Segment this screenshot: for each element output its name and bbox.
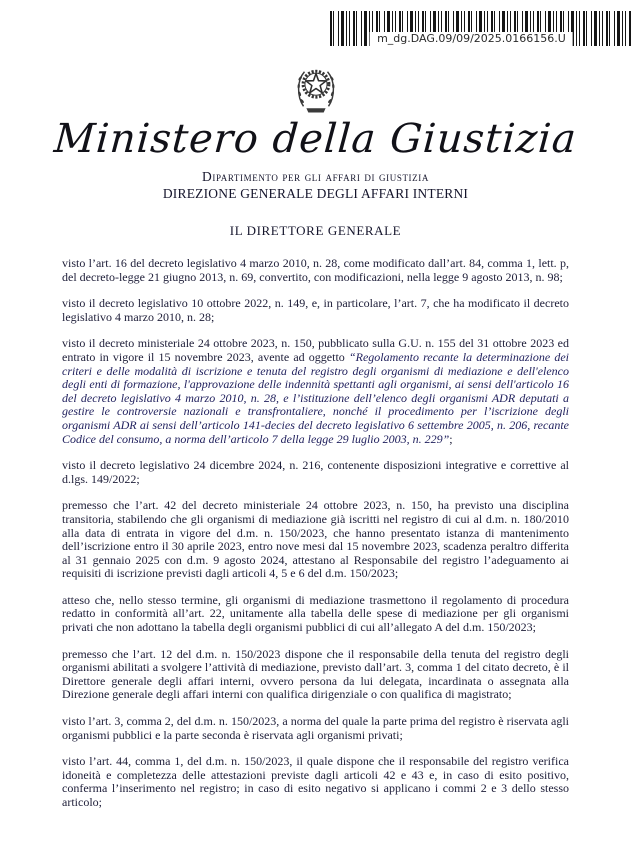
- paragraph-text: ;: [449, 431, 453, 446]
- decree-paragraph: [62, 297, 569, 324]
- protocol-barcode: [330, 11, 631, 46]
- paragraph-text: visto l’art. 44, comma 1, del d.m. n. 150/2023, il quale dispone che il responsabile del registro verifica idoneità e completezza delle attestazioni previste dagli articoli 42 e 43 e, in caso di esito positivo, conferma l’inserimento nel registro; in caso di esito negativo si applicano i commi 2 e 3 dello stesso articolo;: [62, 754, 569, 809]
- directorate-subtitle: DIREZIONE GENERALE DEGLI AFFARI INTERNI: [162, 186, 469, 201]
- letterhead: [0, 62, 631, 239]
- decree-paragraph: [62, 755, 569, 809]
- decree-paragraph: [62, 594, 569, 635]
- ministry-title: Ministero della Giustizia: [52, 116, 579, 162]
- paragraph-text: visto il decreto legislativo 10 ottobre 2022, n. 149, e, in particolare, l’art. 7, che ha modificato il decreto legislativo 4 marzo 2010, n. 28;: [62, 296, 569, 324]
- paragraph-text: visto il decreto ministeriale 24 ottobre 2023, n. 150, pubblicato sulla G.U. n. 155 del 31 ottobre 2023 ed entrato in vigore il 15 novembre 2023, avente ad oggetto: [62, 336, 569, 364]
- paragraph-text: atteso che, nello stesso termine, gli organismi di mediazione trasmettono il regolamento di procedura redatto in conformità all’art. 22, unitamente alla tabella delle spese di mediazione per gli organismi privati che non adottano la tabella degli organismi pubblici di cui all’allegato A del d.m. 150/2023;: [62, 592, 569, 635]
- italian-republic-emblem-icon: [292, 62, 340, 116]
- decree-paragraph: [62, 715, 569, 742]
- department-subtitle: Dipartimento per gli affari di giustizia: [202, 169, 429, 184]
- paragraph-text: visto l’art. 3, comma 2, del d.m. n. 150/2023, a norma del quale la parte prima del registro è riservata agli organismi pubblici e la parte seconda è riservata agli organismi privati;: [62, 714, 569, 742]
- issuer-title: IL DIRETTORE GENERALE: [229, 223, 402, 238]
- decree-paragraph: [62, 337, 569, 446]
- decree-paragraph: [62, 257, 569, 284]
- protocol-number: m_dg.DAG.09/09/2025.0166156.U: [370, 32, 573, 46]
- paragraph-text: premesso che l’art. 42 del decreto ministeriale 24 ottobre 2023, n. 150, ha previsto una disciplina transitoria, stabilendo che gli organismi di mediazione già iscritti nel registro di cui al d.m. n. 180/2010 alla data di entrata in vigore del d.m. n. 150/2023, che hanno presentato istanza di mantenimento dell’iscrizione entro il 30 aprile 2023, entro nove mesi dal 15 novembre 2023, scadenza peraltro differita al 31 gennaio 2025 con d.m. 9 agosto 2024, attestano al Responsabile del registro l’adeguamento ai requisiti di iscrizione previsti dagli articoli 4, 5 e 6 del d.m. 150/2023;: [62, 498, 569, 581]
- paragraph-text: premesso che l’art. 12 del d.m. n. 150/2023 dispone che il responsabile della tenuta del registro degli organismi abilitati a svolgere l’attività di mediazione, previsto dall’art. 3, comma 1 del citato decreto, è il Direttore generale degli affari interni, ovvero persona da lui delegata, incardinata o assegnata alla Direzione generale degli affari interni con qualifica dirigenziale o con qualifica di magistrato;: [62, 646, 569, 702]
- paragraph-text: visto il decreto legislativo 24 dicembre 2024, n. 216, contenente disposizioni integrative e correttive al d.lgs. 149/2022;: [62, 458, 569, 486]
- paragraph-text: visto l’art. 16 del decreto legislativo 4 marzo 2010, n. 28, come modificato dall’art. 84, comma 1, lett. p, del decreto-legge 21 giugno 2013, n. 69, convertito, con modificazioni, nella legge 9 agosto 2013, n. 98;: [62, 256, 569, 284]
- decree-paragraph: [62, 648, 569, 702]
- decree-paragraph: [62, 499, 569, 581]
- decree-paragraph: [62, 459, 569, 486]
- quoted-regulation-title: “Regolamento recante la determinazione dei criteri e delle modalità di iscrizione e tenuta del registro degli organismi di mediazione e dell'elenco degli enti di formazione, l'approvazione delle indennità spettanti agli organismi, ai sensi dell'articolo 16 del decreto legislativo 4 marzo 2010, n. 28, e l’istituzione dell’elenco degli organismi ADR deputati a gestire le controversie nazionali e transfrontaliere, nonché il procedimento per l’iscrizione degli organismi ADR ai sensi dell’articolo 141-decies del decreto legislativo 6 settembre 2005, n. 206, recante Codice del consumo, a norma dell’articolo 7 della legge 29 luglio 2003, n. 229”: [62, 349, 570, 446]
- decree-body: [62, 257, 569, 823]
